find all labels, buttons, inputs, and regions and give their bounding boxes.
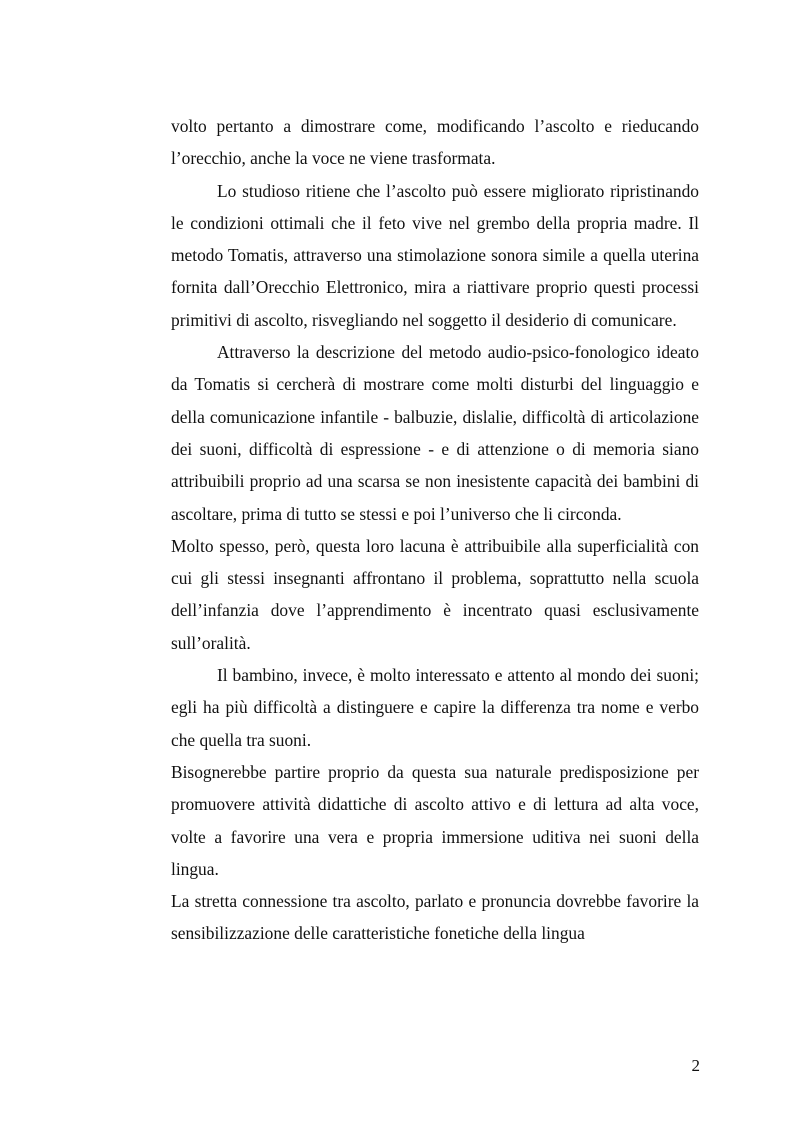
body-text xyxy=(171,110,699,950)
paragraph-1: volto pertanto a dimostrare come, modificando l’ascolto e rieducando l’orecchio, anche la voce ne viene trasformata. xyxy=(171,116,699,169)
paragraph-7: La stretta connessione tra ascolto, parlato e pronuncia dovrebbe favorire la sensibilizzazione delle caratteristiche fonetiche della lingua xyxy=(171,891,699,944)
paragraph-2: Lo studioso ritiene che l’ascolto può essere migliorato ripristinando le condizioni ottimali che il feto vive nel grembo della propria madre. Il metodo Tomatis, attraverso una stimolazione sonora simile a quella uterina fornita dall’Orecchio Elettronico, mira a riattivare proprio questi processi primitivi di ascolto, risvegliando nel soggetto il desiderio di comunicare. xyxy=(171,180,699,330)
paragraph-3: Attraverso la descrizione del metodo audio-psico-fonologico ideato da Tomatis si cercherà di mostrare come molti disturbi del linguaggio e della comunicazione infantile - balbuzie, dislalie, difficoltà di articolazione dei suoni, difficoltà di espressione - e di attenzione o di memoria siano attribuibili proprio ad una scarsa se non inesistente capacità dei bambini di ascoltare, prima di tutto se stessi e poi l’universo che li circonda. xyxy=(171,342,699,524)
paragraph-6: Bisognerebbe partire proprio da questa sua naturale predisposizione per promuovere attività didattiche di ascolto attivo e di lettura ad alta voce, volte a favorire una vera e propria immersione uditiva nei suoni della lingua. xyxy=(171,761,699,879)
page-number: 2 xyxy=(691,1056,700,1075)
paragraph-5: Il bambino, invece, è molto interessato e attento al mondo dei suoni; egli ha più difficoltà a distinguere e capire la differenza tra nome e verbo che quella tra suoni. xyxy=(171,665,699,750)
paragraph-4: Molto spesso, però, questa loro lacuna è attribuibile alla superficialità con cui gli stessi insegnanti affrontano il problema, soprattutto nella scuola dell’infanzia dove l’apprendimento è incentrato quasi esclusivamente sull’oralità. xyxy=(171,535,699,653)
